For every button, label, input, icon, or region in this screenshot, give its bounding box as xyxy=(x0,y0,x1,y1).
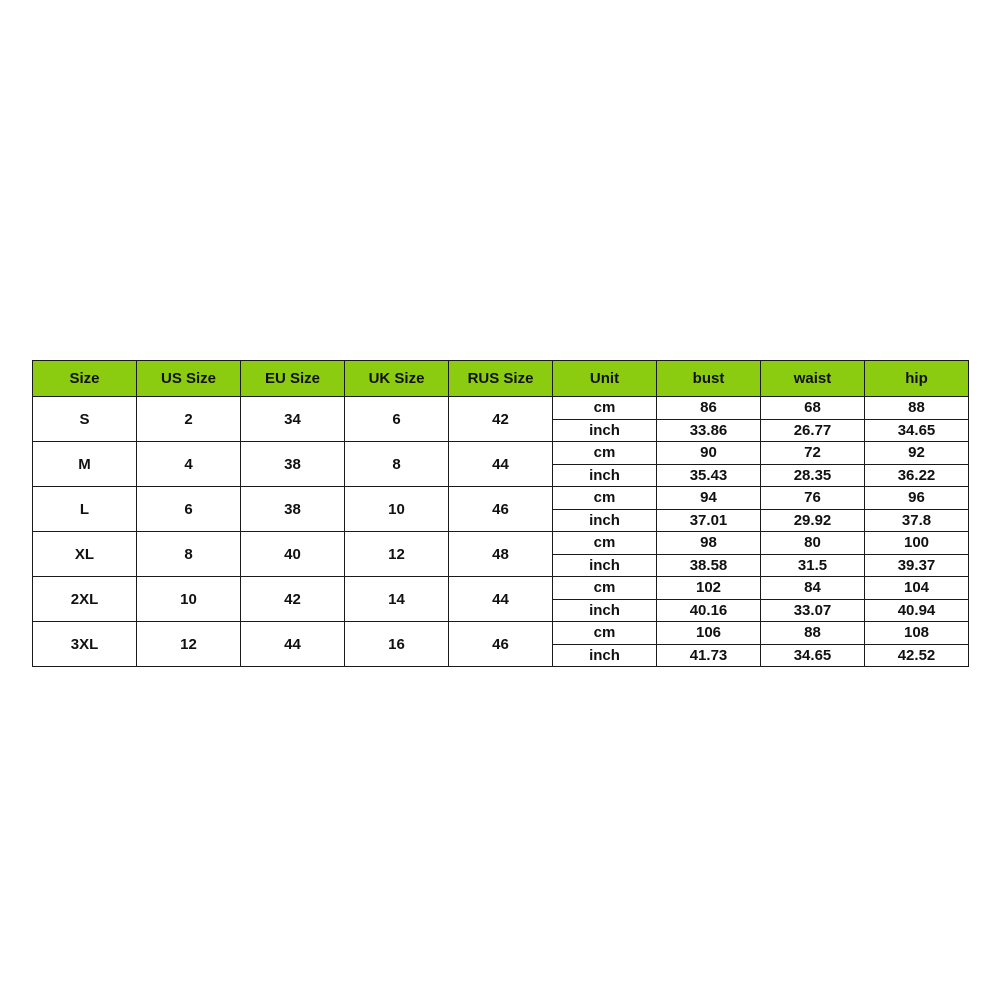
size-cell: S xyxy=(33,397,137,442)
uk-size-cell: 12 xyxy=(345,532,449,577)
bust-cell: 38.58 xyxy=(657,554,761,577)
size-cell: 3XL xyxy=(33,622,137,667)
unit-cell: inch xyxy=(553,509,657,532)
hip-cell: 108 xyxy=(865,622,969,645)
unit-cell: cm xyxy=(553,532,657,555)
size-cell: L xyxy=(33,487,137,532)
bust-cell: 41.73 xyxy=(657,644,761,667)
unit-cell: inch xyxy=(553,599,657,622)
table-row xyxy=(33,532,969,555)
hip-cell: 39.37 xyxy=(865,554,969,577)
waist-cell: 28.35 xyxy=(761,464,865,487)
waist-cell: 34.65 xyxy=(761,644,865,667)
hip-cell: 34.65 xyxy=(865,419,969,442)
eu-size-cell: 38 xyxy=(241,442,345,487)
bust-cell: 37.01 xyxy=(657,509,761,532)
table-row xyxy=(33,397,969,420)
waist-cell: 76 xyxy=(761,487,865,510)
header-us-size: US Size xyxy=(137,361,241,397)
eu-size-cell: 38 xyxy=(241,487,345,532)
eu-size-cell: 42 xyxy=(241,577,345,622)
size-cell: 2XL xyxy=(33,577,137,622)
rus-size-cell: 46 xyxy=(449,622,553,667)
bust-cell: 35.43 xyxy=(657,464,761,487)
rus-size-cell: 44 xyxy=(449,442,553,487)
unit-cell: inch xyxy=(553,644,657,667)
us-size-cell: 8 xyxy=(137,532,241,577)
waist-cell: 26.77 xyxy=(761,419,865,442)
size-chart-body xyxy=(33,397,969,667)
unit-cell: inch xyxy=(553,554,657,577)
eu-size-cell: 34 xyxy=(241,397,345,442)
us-size-cell: 6 xyxy=(137,487,241,532)
unit-cell: cm xyxy=(553,487,657,510)
eu-size-cell: 44 xyxy=(241,622,345,667)
header-eu-size: EU Size xyxy=(241,361,345,397)
header-unit: Unit xyxy=(553,361,657,397)
hip-cell: 100 xyxy=(865,532,969,555)
bust-cell: 86 xyxy=(657,397,761,420)
table-row xyxy=(33,442,969,465)
hip-cell: 40.94 xyxy=(865,599,969,622)
header-rus-size: RUS Size xyxy=(449,361,553,397)
rus-size-cell: 42 xyxy=(449,397,553,442)
hip-cell: 37.8 xyxy=(865,509,969,532)
waist-cell: 29.92 xyxy=(761,509,865,532)
us-size-cell: 2 xyxy=(137,397,241,442)
waist-cell: 72 xyxy=(761,442,865,465)
bust-cell: 94 xyxy=(657,487,761,510)
us-size-cell: 12 xyxy=(137,622,241,667)
bust-cell: 98 xyxy=(657,532,761,555)
header-hip: hip xyxy=(865,361,969,397)
uk-size-cell: 10 xyxy=(345,487,449,532)
header-size: Size xyxy=(33,361,137,397)
size-chart-table xyxy=(32,360,969,667)
bust-cell: 102 xyxy=(657,577,761,600)
unit-cell: inch xyxy=(553,464,657,487)
size-cell: M xyxy=(33,442,137,487)
waist-cell: 80 xyxy=(761,532,865,555)
uk-size-cell: 16 xyxy=(345,622,449,667)
waist-cell: 84 xyxy=(761,577,865,600)
hip-cell: 36.22 xyxy=(865,464,969,487)
unit-cell: cm xyxy=(553,397,657,420)
waist-cell: 33.07 xyxy=(761,599,865,622)
table-row xyxy=(33,487,969,510)
hip-cell: 96 xyxy=(865,487,969,510)
eu-size-cell: 40 xyxy=(241,532,345,577)
uk-size-cell: 14 xyxy=(345,577,449,622)
unit-cell: cm xyxy=(553,577,657,600)
header-waist: waist xyxy=(761,361,865,397)
rus-size-cell: 44 xyxy=(449,577,553,622)
hip-cell: 42.52 xyxy=(865,644,969,667)
hip-cell: 88 xyxy=(865,397,969,420)
unit-cell: cm xyxy=(553,622,657,645)
uk-size-cell: 8 xyxy=(345,442,449,487)
rus-size-cell: 48 xyxy=(449,532,553,577)
bust-cell: 40.16 xyxy=(657,599,761,622)
waist-cell: 68 xyxy=(761,397,865,420)
rus-size-cell: 46 xyxy=(449,487,553,532)
hip-cell: 92 xyxy=(865,442,969,465)
bust-cell: 106 xyxy=(657,622,761,645)
us-size-cell: 10 xyxy=(137,577,241,622)
size-cell: XL xyxy=(33,532,137,577)
header-bust: bust xyxy=(657,361,761,397)
waist-cell: 88 xyxy=(761,622,865,645)
unit-cell: cm xyxy=(553,442,657,465)
bust-cell: 90 xyxy=(657,442,761,465)
waist-cell: 31.5 xyxy=(761,554,865,577)
hip-cell: 104 xyxy=(865,577,969,600)
bust-cell: 33.86 xyxy=(657,419,761,442)
header-uk-size: UK Size xyxy=(345,361,449,397)
header-row xyxy=(33,361,969,397)
us-size-cell: 4 xyxy=(137,442,241,487)
unit-cell: inch xyxy=(553,419,657,442)
uk-size-cell: 6 xyxy=(345,397,449,442)
table-row xyxy=(33,622,969,645)
table-row xyxy=(33,577,969,600)
